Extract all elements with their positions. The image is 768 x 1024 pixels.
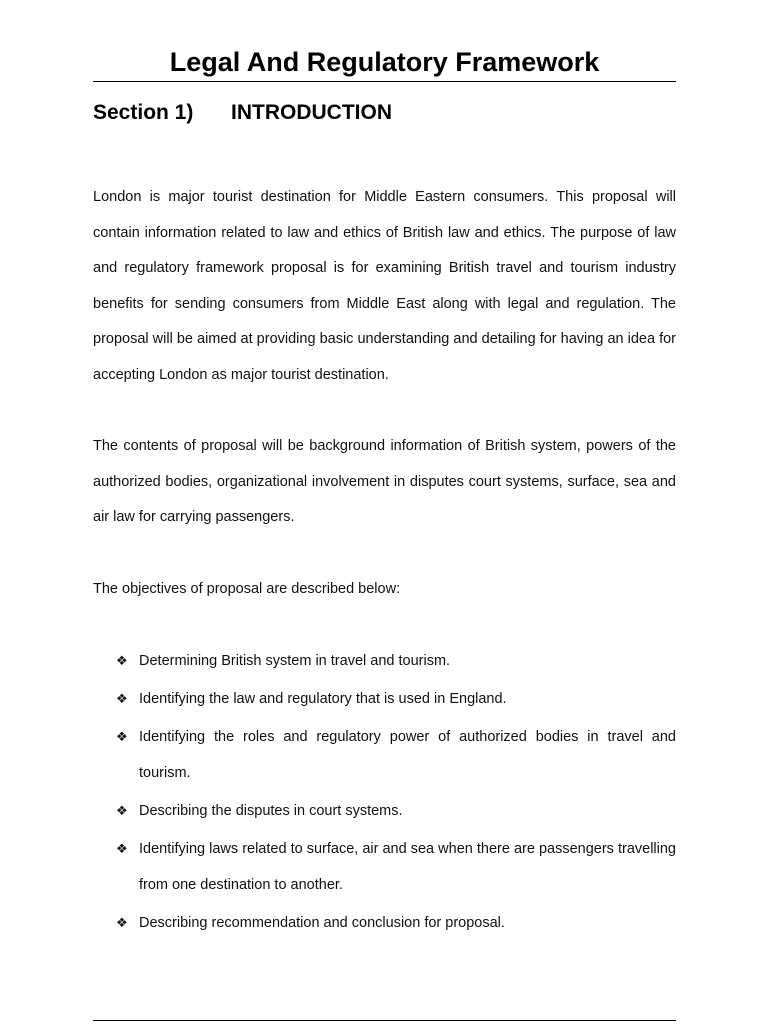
list-item [116,720,676,791]
section-heading [93,99,392,127]
list-item-text: Identifying the law and regulatory that is used in England. [139,691,507,708]
intro-paragraph: London is major tourist destination for Middle Eastern consumers. This proposal will contain information related to law and ethics of British law and ethics. The purpose of law and regulatory framework proposal is for examining British travel and tourism industry benefits for sending consumers from Middle East along with legal and regulation. The proposal will be aimed at providing basic understanding and detailing for having an idea for accepting London as major tourist destination. [93,189,676,383]
diamond-bullet-icon: ❖ [116,692,128,708]
diamond-bullet-icon: ❖ [116,730,128,746]
list-item-text: Describing recommendation and conclusion for proposal. [139,914,505,931]
title-divider [93,81,676,82]
list-item [116,682,676,718]
list-item [116,644,676,680]
footer-divider [93,1020,676,1021]
diamond-bullet-icon: ❖ [116,803,128,819]
diamond-bullet-icon: ❖ [116,841,128,857]
objectives-list [116,644,676,944]
section-number: Section 1) [93,101,194,124]
list-item-text: Identifying laws related to surface, air and sea when there are passengers travelling from one destination to another. [139,840,676,893]
list-item [116,906,676,942]
list-item-text: Identifying the roles and regulatory power of authorized bodies in travel and tourism. [139,729,676,781]
list-item-text: Describing the disputes in court systems. [139,802,403,819]
contents-paragraph: The contents of proposal will be background information of British system, powers of the authorized bodies, organizational involvement in disputes court systems, surface, sea and air law for carrying passengers. [93,438,676,526]
objectives-intro: The objectives of proposal are described below: [93,581,401,597]
section-title: INTRODUCTION [231,101,392,124]
list-item-text: Determining British system in travel and tourism. [139,653,451,669]
document-title: Legal And Regulatory Framework [169,47,600,77]
diamond-bullet-icon: ❖ [116,915,128,931]
diamond-bullet-icon: ❖ [116,654,128,669]
list-item [116,794,676,830]
list-item [116,832,676,903]
